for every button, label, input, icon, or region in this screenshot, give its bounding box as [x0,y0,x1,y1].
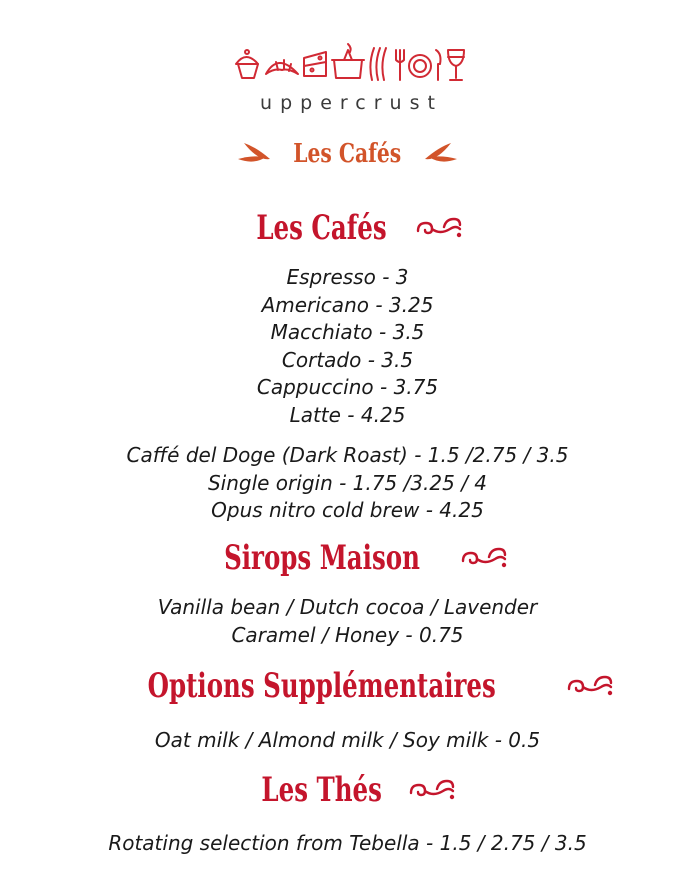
wine-glass-icon [448,50,464,80]
right-leaf-icon [423,137,459,171]
fork-icon [396,50,404,80]
section-heading: Options Supplémentaires [147,666,496,706]
swirl-ornament-icon [459,545,509,571]
swirl-ornament-icon [414,215,464,241]
menu-item: Cappuccino - 3.75 [256,375,439,399]
menu-item: Vanilla bean / Dutch cocoa / Lavender [157,595,538,619]
section-heading-row-sirops [0,538,695,578]
item-list-options [0,727,695,755]
section-heading: Les Thés [261,770,382,810]
section-heading-row-options [0,666,695,706]
menu-item: Cortado - 3.5 [281,347,414,372]
item-list-cafes-roasts [0,442,695,525]
cake-slice-icon [304,52,326,76]
pot-icon [332,44,364,78]
item-list-thes [0,830,695,858]
section-heading: Sirops Maison [223,538,420,578]
menu-item: Espresso - 3 [286,265,409,289]
bacon-icon [370,48,386,80]
left-leaf-icon [236,137,272,171]
menu-item: Caffé del Doge (Dark Roast) - 1.5 /2.75 / 3.5 [126,443,569,467]
menu-item: Latte - 4.25 [289,402,406,427]
swirl-ornament-icon [407,777,457,803]
menu-item: Macchiato - 3.5 [270,320,425,344]
menu-item: Single origin - 1.75 /3.25 / 4 [207,470,488,495]
plate-icon [409,55,431,77]
brand-name: uppercrust [260,92,443,114]
cupcake-icon [236,50,258,78]
menu-item: Opus nitro cold brew - 4.25 [211,498,484,522]
page-subtitle: Les Cafés [293,139,402,169]
menu-item: Rotating selection from Tebella - 1.5 / 2.75 / 3.5 [108,831,587,855]
section-heading-row-thes [0,770,695,810]
section-heading: Les Cafés [256,208,387,248]
subtitle-banner [0,134,695,174]
swirl-ornament-icon [565,673,615,699]
menu-item: Oat milk / Almond milk / Soy milk - 0.5 [154,728,541,752]
menu-item: Caramel / Honey - 0.75 [231,622,464,647]
menu-item: Americano - 3.25 [261,292,434,317]
item-list-cafes-main [0,264,695,429]
croissant-icon [266,60,298,74]
item-list-sirops [0,594,695,649]
section-heading-row-cafes [0,208,695,248]
logo-icons [232,40,468,84]
knife-icon [436,50,441,80]
